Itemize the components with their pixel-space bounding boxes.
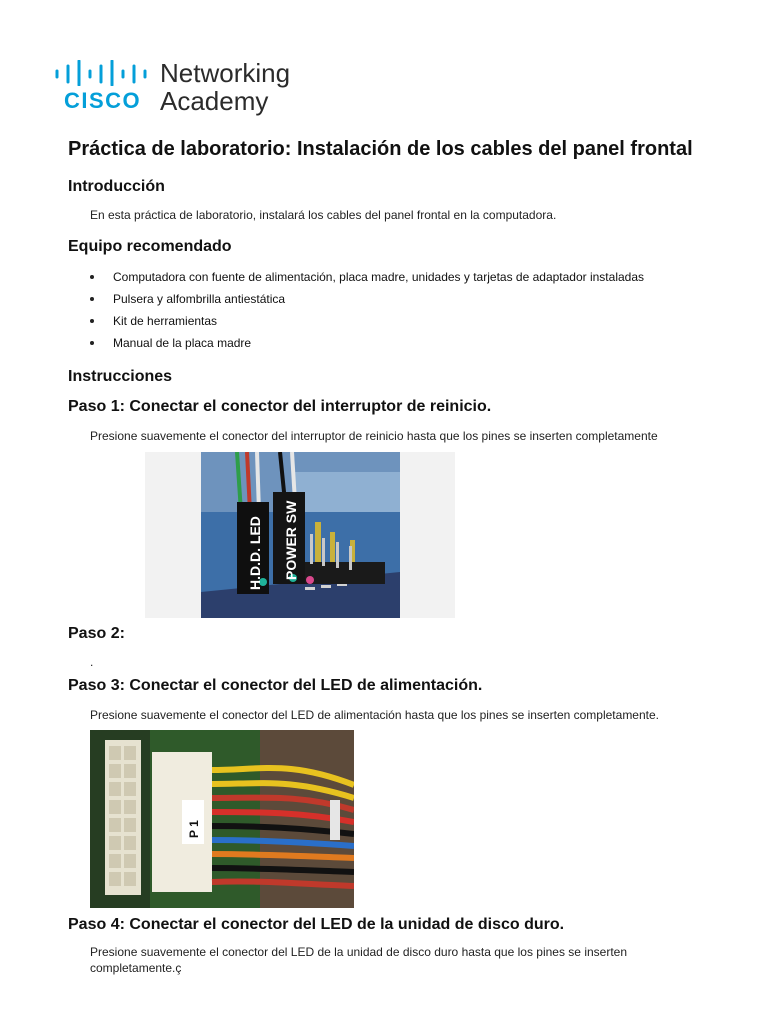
- list-item-text: Computadora con fuente de alimentación, placa madre, unidades y tarjetas de adaptador instaladas: [113, 270, 645, 284]
- equipment-list: [90, 268, 644, 356]
- logo-academy-text: Academy: [160, 86, 269, 116]
- equipment-heading: Equipo recomendado: [68, 238, 232, 255]
- intro-text: En esta práctica de laboratorio, instalará los cables del panel frontal en la computadora.: [90, 208, 557, 222]
- step-2-text: .: [90, 655, 94, 669]
- photo-label-power-sw: POWER SW: [283, 500, 299, 580]
- power-connector-photo: [90, 730, 354, 908]
- list-item: [90, 290, 644, 312]
- list-item-text: Kit de herramientas: [113, 314, 218, 328]
- list-item-text: Manual de la placa madre: [113, 336, 252, 350]
- list-item: [90, 268, 644, 290]
- step-1-heading: Paso 1: Conectar el conector del interruptor de reinicio.: [68, 398, 492, 415]
- step-2-heading: Paso 2:: [68, 625, 125, 642]
- list-item: [90, 334, 644, 356]
- logo-networking-text: Networking: [160, 58, 291, 88]
- cisco-wordmark: CISCO: [64, 88, 142, 113]
- cisco-networking-academy-logo: [54, 58, 314, 118]
- bullet-icon: [90, 341, 94, 345]
- step-4-heading: Paso 4: Conectar el conector del LED de la unidad de disco duro.: [68, 916, 565, 933]
- intro-heading: Introducción: [68, 178, 165, 195]
- photo-label-p1: P 1: [187, 820, 201, 838]
- bullet-icon: [90, 275, 94, 279]
- cisco-bars-logo-icon: [54, 60, 150, 86]
- page-title: Práctica de laboratorio: Instalación de los cables del panel frontal: [68, 138, 693, 160]
- instructions-heading: Instrucciones: [68, 368, 173, 385]
- bullet-icon: [90, 297, 94, 301]
- step-1-text: Presione suavemente el conector del interruptor de reinicio hasta que los pines se inserten completamente: [90, 429, 658, 443]
- step-3-heading: Paso 3: Conectar el conector del LED de alimentación.: [68, 677, 483, 694]
- photo-label-hdd-led: H.D.D. LED: [247, 516, 263, 590]
- step-3-text: Presione suavemente el conector del LED de alimentación hasta que los pines se inserten completamente.: [90, 708, 659, 722]
- list-item: [90, 312, 644, 334]
- bullet-icon: [90, 319, 94, 323]
- front-panel-connector-photo: [145, 452, 455, 618]
- list-item-text: Pulsera y alfombrilla antiestática: [113, 292, 286, 306]
- step-4-text: Presione suavemente el conector del LED de la unidad de disco duro hasta que los pines se inserten completamente.ç: [90, 945, 628, 975]
